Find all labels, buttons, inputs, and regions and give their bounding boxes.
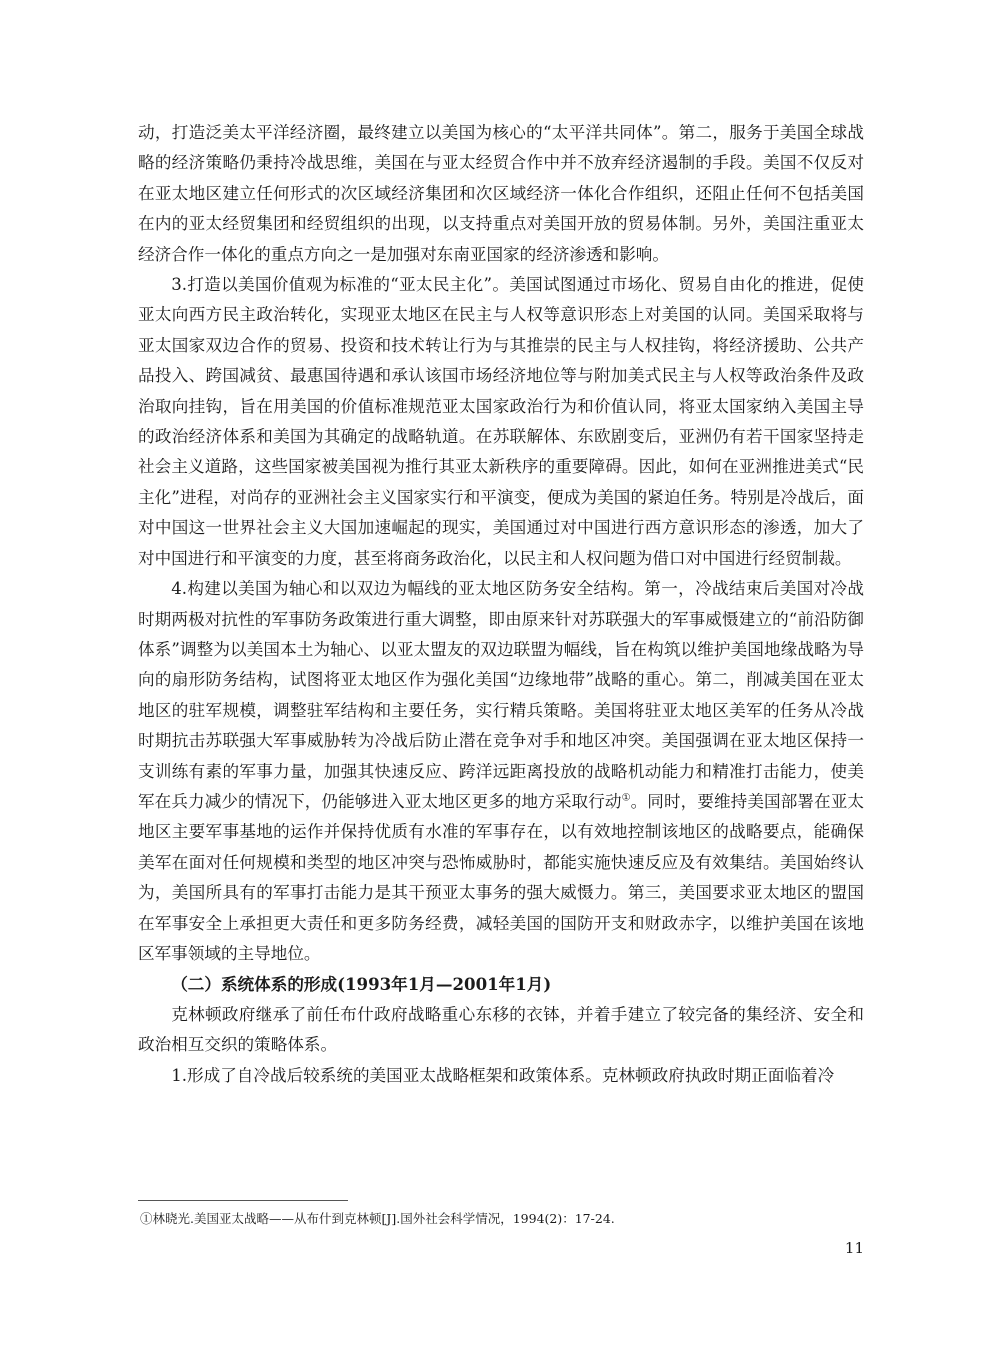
paragraph-text: 4.构建以美国为轴心和以双边为幅线的亚太地区防务安全结构。第一，冷战结束后美国对冷战时期两极对抗性的军事防务政策进行重大调整，即由原来针对苏联强大的军事威慑建立的“前沿防御体系”调整为以美国本土为轴心、以亚太盟友的双边联盟为幅线，旨在构筑以维护美国地缘战略为导向的扇形防务结构，试图将亚太地区作为强化美国“边缘地带”战略的重心。第二，削减美国在亚太地区的驻军规模，调整驻军结构和主要任务，实行精兵策略。美国将驻亚太地区美军的任务从冷战时期抗击苏联强大军事威胁转为冷战后防止潜在竞争对手和地区冲突。美国强调在亚太地区保持一支训练有素的军事力量，加强其快速反应、跨洋远距离投放的战略机动能力和精准打击能力，使美军在兵力减少的情况下，仍能够进入亚太地区更多的地方采取行动 [138,579,864,811]
paragraph-text: 。同时，要维持美国部署在亚太地区主要军事基地的运作并保持优质有水准的军事存在，以有效地控制该地区的战略要点，能确保美军在面对任何规模和类型的地区冲突与恐怖威胁时，都能实施快速反应及有效集结。美国始终认为，美国所具有的军事打击能力是其干预亚太事务的强大威慑力。第三，美国要求亚太地区的盟国在军事安全上承担更大责任和更多防务经费，减轻美国的国防开支和财政赤字，以维护美国在该地区军事领域的主导地位。 [138,791,864,963]
paragraph-text: 动，打造泛美太平洋经济圈，最终建立以美国为核心的“太平洋共同体”。第二，服务于美国全球战略的经济策略仍秉持冷战思维，美国在与亚太经贸合作中并不放弃经济遏制的手段。美国不仅反对在亚太地区建立任何形式的次区域经济集团和次区域经济一体化合作组织，还阻止任何不包括美国在内的亚太经贸集团和经贸组织的出现，以支持重点对美国开放的贸易体制。另外，美国注重亚太经济合作一体化的重点方向之一是加强对东南亚国家的经济渗透和影响。 [138,123,864,264]
footnote-divider [138,1200,348,1201]
paragraph [138,574,864,969]
section-heading [138,969,864,999]
paragraph-text: 3.打造以美国价值观为标准的“亚太民主化”。美国试图通过市场化、贸易自由化的推进，促使亚太向西方民主政治转化，实现亚太地区在民主与人权等意识形态上对美国的认同。美国采取将与亚太国家双边合作的贸易、投资和技术转让行为与其推崇的民主与人权挂钩，将经济援助、公共产品投入、跨国减贫、最惠国待遇和承认该国市场经济地位等与附加美式民主与人权等政治条件及政治取向挂钩，旨在用美国的价值标准规范亚太国家政治行为和价值认同，将亚太国家纳入美国主导的政治经济体系和美国为其确定的战略轨道。在苏联解体、东欧剧变后，亚洲仍有若干国家坚持走社会主义道路，这些国家被美国视为推行其亚太新秩序的重要障碍。因此，如何在亚洲推进美式“民主化”进程，对尚存的亚洲社会主义国家实行和平演变，便成为美国的紧迫任务。特别是冷战后，面对中国这一世界社会主义大国加速崛起的现实，美国通过对中国进行西方意识形态的渗透，加大了对中国进行和平演变的力度，甚至将商务政治化，以民主和人权问题为借口对中国进行经贸制裁。 [138,275,864,568]
paragraph-text: 1.形成了自冷战后较系统的美国亚太战略框架和政策体系。克林顿政府执政时期正面临着冷 [171,1065,835,1085]
paragraph-text: （二）系统体系的形成(1993年1月—2001年1月) [171,974,552,995]
page-number: 11 [844,1239,864,1257]
paragraph [138,118,864,270]
footnote: ①林晓光.美国亚太战略——从布什到克林顿[J].国外社会科学情况，1994(2)：17-24. [140,1211,615,1226]
paragraph [138,1061,864,1091]
footnote-ref: ① [621,792,631,804]
paragraph [138,270,864,574]
paragraph [138,1000,864,1061]
paragraph-text: 克林顿政府继承了前任布什政府战略重心东移的衣钵，并着手建立了较完备的集经济、安全和政治相互交织的策略体系。 [138,1004,864,1055]
body-text [138,118,864,1091]
